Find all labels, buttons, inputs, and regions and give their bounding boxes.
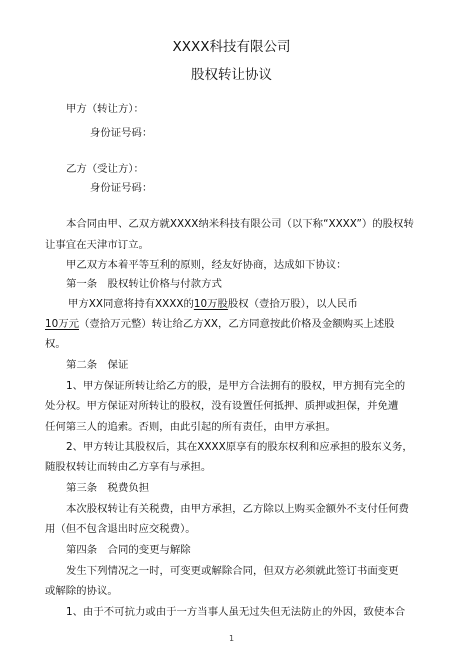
article-4-line: 或解除的协议。 <box>45 585 118 597</box>
article-3-title: 第三条 税费负担 <box>66 482 150 494</box>
share-count: 10万股 <box>193 298 228 310</box>
article-1-title: 第一条 股权转让价格与付款方式 <box>66 278 222 290</box>
intro-line: 让事宜在天津市订立。 <box>45 239 149 251</box>
article-4-line: 发生下列情况之一时，可变更或解除合同，但双方必须就此签订书面变更 <box>66 565 399 577</box>
article-2-line: 1、甲方保证所转让给乙方的股，是甲方合法拥有的股权，甲方拥有完全的 <box>66 380 406 392</box>
party-b-label: 乙方（受让方）： <box>66 163 144 175</box>
article-3-line: 用（但不包含退出时应交税费）。 <box>45 523 196 535</box>
party-a-label: 甲方（转让方）： <box>66 103 144 115</box>
party-b-id-label: 身份证号码： <box>90 182 153 194</box>
article-4-title: 第四条 合同的变更与解除 <box>66 544 191 556</box>
intro-line: 甲乙双方本着平等互利的原则，经友好协商，达成如下协议： <box>66 259 347 271</box>
article-1-text: 甲方XX同意将持有XXXX的 <box>68 298 194 310</box>
document-title: 股权转让协议 <box>191 67 272 83</box>
article-4-line: 1、由于不可抗力或由于一方当事人虽无过失但无法防止的外因，致使本合 <box>66 606 406 618</box>
party-a-id-label: 身份证号码： <box>90 127 153 139</box>
article-2-title: 第二条 保证 <box>66 359 129 371</box>
article-1-text: 股权（壹拾万股），以人民币 <box>227 298 358 310</box>
article-1-line <box>45 317 395 331</box>
intro-line: 本合同由甲、乙双方就XXXX纳米科技有限公司（以下称“XXXX”）的股权转 <box>66 218 414 230</box>
article-1-line <box>68 297 358 311</box>
article-2-line: 随股权转让而转由乙方享有与承担。 <box>45 461 212 473</box>
article-1-line: 权。 <box>45 338 66 350</box>
page-number: 1 <box>228 634 235 643</box>
article-2-line: 任何第三人的追索。否则，由此引起的所有责任，由甲方承担。 <box>45 421 336 433</box>
company-title: XXXX科技有限公司 <box>172 39 291 55</box>
article-2-line: 处分权。甲方保证对所转让的股权，没有设置任何抵押、质押或担保，并免遭 <box>45 400 399 412</box>
article-2-line: 2、甲方转让其股权后，其在XXXX原享有的股东权利和应承担的股东义务， <box>66 441 413 453</box>
article-3-line: 本次股权转让有关税费，由甲方承担，乙方除以上购买金额外不支付任何费 <box>66 503 409 515</box>
price-amount: 10万元 <box>45 318 80 330</box>
article-1-text: （壹拾万元整）转让给乙方XX，乙方同意按此价格及金额购买上述股 <box>79 318 395 330</box>
